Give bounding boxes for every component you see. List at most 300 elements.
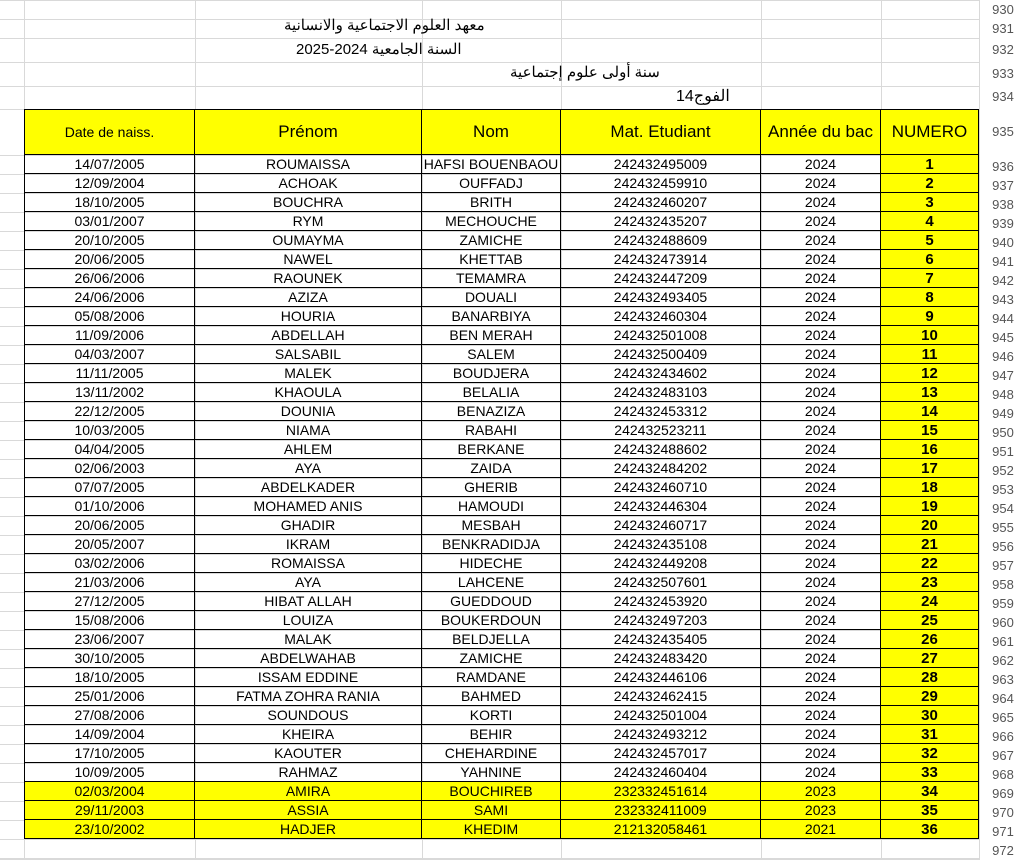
cell-bac[interactable]: 2024 <box>761 459 881 478</box>
cell-numero[interactable]: 23 <box>881 573 979 592</box>
cell-nom[interactable]: HIDECHE <box>422 554 561 573</box>
cell-prenom[interactable]: HADJER <box>195 820 422 839</box>
cell-mat[interactable]: 242432460404 <box>561 763 761 782</box>
cell-bac[interactable]: 2024 <box>761 383 881 402</box>
cell-prenom[interactable]: AZIZA <box>195 288 422 307</box>
cell-date[interactable]: 14/07/2005 <box>24 155 195 174</box>
cell-prenom[interactable]: HIBAT ALLAH <box>195 592 422 611</box>
cell-nom[interactable]: HAMOUDI <box>422 497 561 516</box>
row-number[interactable]: 964 <box>992 691 1014 706</box>
cell-bac[interactable]: 2024 <box>761 649 881 668</box>
cell-mat[interactable]: 242432483420 <box>561 649 761 668</box>
cell-bac[interactable]: 2024 <box>761 288 881 307</box>
cell-prenom[interactable]: ABDELLAH <box>195 326 422 345</box>
cell-bac[interactable]: 2024 <box>761 345 881 364</box>
table-row <box>24 383 979 402</box>
cell-mat[interactable]: 242432501008 <box>561 326 761 345</box>
row-number[interactable]: 969 <box>992 786 1014 801</box>
cell-nom[interactable]: BANARBIYA <box>422 307 561 326</box>
cell-mat[interactable]: 242432446106 <box>561 668 761 687</box>
cell-nom[interactable]: OUFFADJ <box>422 174 561 193</box>
cell-mat[interactable]: 242432435207 <box>561 212 761 231</box>
cell-numero[interactable]: 15 <box>881 421 979 440</box>
row-number[interactable]: 936 <box>992 159 1014 174</box>
cell-nom[interactable]: GHERIB <box>422 478 561 497</box>
cell-numero[interactable]: 10 <box>881 326 979 345</box>
cell-date[interactable]: 20/10/2005 <box>24 231 195 250</box>
cell-date[interactable]: 27/12/2005 <box>24 592 195 611</box>
row-number[interactable]: 956 <box>992 539 1014 554</box>
row-number[interactable]: 966 <box>992 729 1014 744</box>
table-row <box>24 497 979 516</box>
cell-numero[interactable]: 13 <box>881 383 979 402</box>
cell-bac[interactable]: 2024 <box>761 402 881 421</box>
cell-mat[interactable]: 232332451614 <box>561 782 761 801</box>
cell-nom[interactable]: MECHOUCHE <box>422 212 561 231</box>
cell-bac[interactable]: 2024 <box>761 174 881 193</box>
cell-numero[interactable]: 7 <box>881 269 979 288</box>
cell-mat[interactable]: 242432523211 <box>561 421 761 440</box>
cell-nom[interactable]: BOUDJERA <box>422 364 561 383</box>
cell-nom[interactable]: SALEM <box>422 345 561 364</box>
cell-numero[interactable]: 36 <box>881 820 979 839</box>
row-number[interactable]: 955 <box>992 520 1014 535</box>
cell-numero[interactable]: 3 <box>881 193 979 212</box>
cell-numero[interactable]: 1 <box>881 155 979 174</box>
cell-date[interactable]: 02/06/2003 <box>24 459 195 478</box>
cell-nom[interactable]: BOUKERDOUN <box>422 611 561 630</box>
row-number[interactable]: 951 <box>992 444 1014 459</box>
row-number[interactable]: 941 <box>992 254 1014 269</box>
cell-date[interactable]: 23/10/2002 <box>24 820 195 839</box>
row-number[interactable]: 953 <box>992 482 1014 497</box>
cell-mat[interactable]: 242432507601 <box>561 573 761 592</box>
cell-bac[interactable]: 2024 <box>761 630 881 649</box>
cell-numero[interactable]: 26 <box>881 630 979 649</box>
cell-bac[interactable]: 2024 <box>761 744 881 763</box>
cell-numero[interactable]: 16 <box>881 440 979 459</box>
cell-numero[interactable]: 30 <box>881 706 979 725</box>
cell-bac[interactable]: 2024 <box>761 687 881 706</box>
cell-numero[interactable]: 31 <box>881 725 979 744</box>
cell-numero[interactable]: 14 <box>881 402 979 421</box>
row-number[interactable]: 942 <box>992 273 1014 288</box>
cell-bac[interactable]: 2024 <box>761 326 881 345</box>
row-number[interactable]: 933 <box>992 66 1014 81</box>
cell-nom[interactable]: CHEHARDINE <box>422 744 561 763</box>
cell-prenom[interactable]: GHADIR <box>195 516 422 535</box>
cell-prenom[interactable]: AYA <box>195 573 422 592</box>
cell-bac[interactable]: 2024 <box>761 364 881 383</box>
cell-mat[interactable]: 242432495009 <box>561 155 761 174</box>
row-number[interactable]: 937 <box>992 178 1014 193</box>
cell-date[interactable]: 04/03/2007 <box>24 345 195 364</box>
cell-numero[interactable]: 28 <box>881 668 979 687</box>
table-row <box>24 174 979 193</box>
cell-prenom[interactable]: SOUNDOUS <box>195 706 422 725</box>
cell-date[interactable]: 05/08/2006 <box>24 307 195 326</box>
table-row <box>24 820 979 839</box>
cell-prenom[interactable]: MALAK <box>195 630 422 649</box>
table-row <box>24 421 979 440</box>
cell-bac[interactable]: 2024 <box>761 516 881 535</box>
table-row <box>24 611 979 630</box>
cell-prenom[interactable]: ABDELWAHAB <box>195 649 422 668</box>
cell-bac[interactable]: 2024 <box>761 763 881 782</box>
cell-prenom[interactable]: RAHMAZ <box>195 763 422 782</box>
cell-nom[interactable]: BEN MERAH <box>422 326 561 345</box>
cell-date[interactable]: 01/10/2006 <box>24 497 195 516</box>
cell-prenom[interactable]: AHLEM <box>195 440 422 459</box>
cell-date[interactable]: 17/10/2005 <box>24 744 195 763</box>
cell-bac[interactable]: 2024 <box>761 440 881 459</box>
table-row <box>24 459 979 478</box>
table-row <box>24 250 979 269</box>
cell-nom[interactable]: HAFSI BOUENBAOU <box>422 155 561 174</box>
cell-nom[interactable]: LAHCENE <box>422 573 561 592</box>
cell-bac[interactable]: 2024 <box>761 212 881 231</box>
cell-date[interactable]: 07/07/2005 <box>24 478 195 497</box>
row-number[interactable]: 961 <box>992 634 1014 649</box>
cell-numero[interactable]: 29 <box>881 687 979 706</box>
table-row <box>24 763 979 782</box>
cell-mat[interactable]: 242432460717 <box>561 516 761 535</box>
cell-date[interactable]: 15/08/2006 <box>24 611 195 630</box>
cell-bac[interactable]: 2024 <box>761 725 881 744</box>
cell-bac[interactable]: 2024 <box>761 250 881 269</box>
cell-prenom[interactable]: IKRAM <box>195 535 422 554</box>
table-row <box>24 687 979 706</box>
cell-nom[interactable]: BERKANE <box>422 440 561 459</box>
table-row <box>24 364 979 383</box>
row-number[interactable]: 946 <box>992 349 1014 364</box>
row-number[interactable]: 957 <box>992 558 1014 573</box>
cell-date[interactable]: 18/10/2005 <box>24 668 195 687</box>
cell-date[interactable]: 11/11/2005 <box>24 364 195 383</box>
cell-bac[interactable]: 2024 <box>761 421 881 440</box>
cell-mat[interactable]: 242432501004 <box>561 706 761 725</box>
cell-numero[interactable]: 24 <box>881 592 979 611</box>
cell-nom[interactable]: BELDJELLA <box>422 630 561 649</box>
cell-prenom[interactable]: MALEK <box>195 364 422 383</box>
academic-year-title: السنة الجامعية 2024-2025 <box>296 41 462 58</box>
row-number[interactable]: 949 <box>992 406 1014 421</box>
cell-numero[interactable]: 8 <box>881 288 979 307</box>
cell-mat[interactable]: 242432484202 <box>561 459 761 478</box>
cell-prenom[interactable]: DOUNIA <box>195 402 422 421</box>
cell-nom[interactable]: GUEDDOUD <box>422 592 561 611</box>
cell-nom[interactable]: SAMI <box>422 801 561 820</box>
cell-date[interactable]: 03/02/2006 <box>24 554 195 573</box>
cell-prenom[interactable]: KAOUTER <box>195 744 422 763</box>
table-row <box>24 212 979 231</box>
table-row <box>24 478 979 497</box>
header-prenom[interactable]: Prénom <box>195 109 422 155</box>
row-number[interactable]: 952 <box>992 463 1014 478</box>
row-number[interactable]: 967 <box>992 748 1014 763</box>
cell-date[interactable]: 04/04/2005 <box>24 440 195 459</box>
cell-mat[interactable]: 242432460207 <box>561 193 761 212</box>
table-row <box>24 592 979 611</box>
table-row <box>24 440 979 459</box>
cell-nom[interactable]: BELALIA <box>422 383 561 402</box>
cell-date[interactable]: 03/01/2007 <box>24 212 195 231</box>
cell-numero[interactable]: 5 <box>881 231 979 250</box>
table-row <box>24 782 979 801</box>
cell-bac[interactable]: 2024 <box>761 611 881 630</box>
cell-prenom[interactable]: NAWEL <box>195 250 422 269</box>
cell-date[interactable]: 10/09/2005 <box>24 763 195 782</box>
table-row <box>24 744 979 763</box>
cell-prenom[interactable]: ROMAISSA <box>195 554 422 573</box>
header-mat[interactable]: Mat. Etudiant <box>561 109 761 155</box>
row-number[interactable]: 939 <box>992 216 1014 231</box>
table-row <box>24 402 979 421</box>
row-number[interactable]: 960 <box>992 615 1014 630</box>
cell-bac[interactable]: 2024 <box>761 155 881 174</box>
cell-nom[interactable]: BEHIR <box>422 725 561 744</box>
cell-date[interactable]: 20/06/2005 <box>24 516 195 535</box>
table-row <box>24 345 979 364</box>
cell-numero[interactable]: 9 <box>881 307 979 326</box>
cell-date[interactable]: 18/10/2005 <box>24 193 195 212</box>
table-row <box>24 573 979 592</box>
row-number[interactable]: 935 <box>992 124 1014 139</box>
cell-prenom[interactable]: KHAOULA <box>195 383 422 402</box>
row-number[interactable]: 972 <box>992 843 1014 858</box>
cell-bac[interactable]: 2024 <box>761 554 881 573</box>
cell-date[interactable]: 20/05/2007 <box>24 535 195 554</box>
cell-date[interactable]: 30/10/2005 <box>24 649 195 668</box>
table-row <box>24 307 979 326</box>
cell-prenom[interactable]: LOUIZA <box>195 611 422 630</box>
cell-bac[interactable]: 2024 <box>761 231 881 250</box>
cell-nom[interactable]: BRITH <box>422 193 561 212</box>
row-number[interactable]: 948 <box>992 387 1014 402</box>
cell-numero[interactable]: 19 <box>881 497 979 516</box>
row-number[interactable]: 931 <box>992 21 1014 36</box>
cell-numero[interactable]: 20 <box>881 516 979 535</box>
cell-prenom[interactable]: ASSIA <box>195 801 422 820</box>
cell-numero[interactable]: 34 <box>881 782 979 801</box>
row-number[interactable]: 963 <box>992 672 1014 687</box>
cell-date[interactable]: 11/09/2006 <box>24 326 195 345</box>
cell-numero[interactable]: 27 <box>881 649 979 668</box>
cell-date[interactable]: 20/06/2005 <box>24 250 195 269</box>
cell-mat[interactable]: 242432453312 <box>561 402 761 421</box>
cell-nom[interactable]: RABAHI <box>422 421 561 440</box>
cell-prenom[interactable]: SALSABIL <box>195 345 422 364</box>
cell-numero[interactable]: 33 <box>881 763 979 782</box>
cell-prenom[interactable]: ROUMAISSA <box>195 155 422 174</box>
cell-mat[interactable]: 242432457017 <box>561 744 761 763</box>
cell-nom[interactable]: BENAZIZA <box>422 402 561 421</box>
cell-mat[interactable]: 242432462415 <box>561 687 761 706</box>
cell-bac[interactable]: 2023 <box>761 801 881 820</box>
cell-prenom[interactable]: RAOUNEK <box>195 269 422 288</box>
cell-nom[interactable]: MESBAH <box>422 516 561 535</box>
cell-prenom[interactable]: HOURIA <box>195 307 422 326</box>
cell-numero[interactable]: 21 <box>881 535 979 554</box>
table-row <box>24 668 979 687</box>
cell-prenom[interactable]: AYA <box>195 459 422 478</box>
row-number[interactable]: 934 <box>992 89 1014 104</box>
cell-prenom[interactable]: OUMAYMA <box>195 231 422 250</box>
table-row <box>24 801 979 820</box>
cell-nom[interactable]: ZAMICHE <box>422 649 561 668</box>
cell-bac[interactable]: 2024 <box>761 478 881 497</box>
cell-date[interactable]: 27/08/2006 <box>24 706 195 725</box>
cell-nom[interactable]: ZAIDA <box>422 459 561 478</box>
cell-mat[interactable]: 242432460710 <box>561 478 761 497</box>
gridline-horizontal <box>0 86 980 87</box>
cell-numero[interactable]: 32 <box>881 744 979 763</box>
cell-date[interactable]: 12/09/2004 <box>24 174 195 193</box>
cell-bac[interactable]: 2024 <box>761 535 881 554</box>
row-number[interactable]: 938 <box>992 197 1014 212</box>
cell-numero[interactable]: 12 <box>881 364 979 383</box>
gridline-horizontal <box>0 62 980 63</box>
cell-nom[interactable]: DOUALI <box>422 288 561 307</box>
cell-nom[interactable]: BOUCHIREB <box>422 782 561 801</box>
cell-mat[interactable]: 242432459910 <box>561 174 761 193</box>
cell-mat[interactable]: 232332411009 <box>561 801 761 820</box>
cell-nom[interactable]: YAHNINE <box>422 763 561 782</box>
cell-mat[interactable]: 242432446304 <box>561 497 761 516</box>
cell-nom[interactable]: KORTI <box>422 706 561 725</box>
row-number[interactable]: 940 <box>992 235 1014 250</box>
cell-prenom[interactable]: ISSAM EDDINE <box>195 668 422 687</box>
cell-numero[interactable]: 4 <box>881 212 979 231</box>
row-number[interactable]: 965 <box>992 710 1014 725</box>
cell-mat[interactable]: 242432435108 <box>561 535 761 554</box>
cell-bac[interactable]: 2024 <box>761 269 881 288</box>
cell-numero[interactable]: 18 <box>881 478 979 497</box>
cell-numero[interactable]: 17 <box>881 459 979 478</box>
cell-prenom[interactable]: ACHOAK <box>195 174 422 193</box>
table-row <box>24 630 979 649</box>
row-number[interactable]: 968 <box>992 767 1014 782</box>
cell-numero[interactable]: 22 <box>881 554 979 573</box>
table-row <box>24 269 979 288</box>
row-number[interactable]: 943 <box>992 292 1014 307</box>
cell-prenom[interactable]: FATMA ZOHRA RANIA <box>195 687 422 706</box>
cell-nom[interactable]: KHETTAB <box>422 250 561 269</box>
row-number[interactable]: 945 <box>992 330 1014 345</box>
cell-prenom[interactable]: AMIRA <box>195 782 422 801</box>
cell-bac[interactable]: 2024 <box>761 307 881 326</box>
cell-date[interactable]: 13/11/2002 <box>24 383 195 402</box>
cell-bac[interactable]: 2023 <box>761 782 881 801</box>
cell-bac[interactable]: 2024 <box>761 497 881 516</box>
gridline-horizontal <box>0 38 980 39</box>
cell-mat[interactable]: 242432434602 <box>561 364 761 383</box>
cell-mat[interactable]: 242432449208 <box>561 554 761 573</box>
cell-prenom[interactable]: KHEIRA <box>195 725 422 744</box>
header-nom[interactable]: Nom <box>422 109 561 155</box>
cell-mat[interactable]: 242432493405 <box>561 288 761 307</box>
cell-date[interactable]: 26/06/2006 <box>24 269 195 288</box>
header-date[interactable]: Date de naiss. <box>24 109 195 155</box>
table-row <box>24 554 979 573</box>
cell-mat[interactable]: 242432435405 <box>561 630 761 649</box>
cell-nom[interactable]: KHEDIM <box>422 820 561 839</box>
cell-numero[interactable]: 11 <box>881 345 979 364</box>
cell-prenom[interactable]: ABDELKADER <box>195 478 422 497</box>
cell-numero[interactable]: 6 <box>881 250 979 269</box>
cell-mat[interactable]: 242432453920 <box>561 592 761 611</box>
cell-date[interactable]: 02/03/2004 <box>24 782 195 801</box>
cell-date[interactable]: 14/09/2004 <box>24 725 195 744</box>
row-number[interactable]: 947 <box>992 368 1014 383</box>
row-number[interactable]: 970 <box>992 805 1014 820</box>
cell-bac[interactable]: 2024 <box>761 668 881 687</box>
row-number[interactable]: 954 <box>992 501 1014 516</box>
cell-mat[interactable]: 242432460304 <box>561 307 761 326</box>
cell-mat[interactable]: 242432493212 <box>561 725 761 744</box>
cell-mat[interactable]: 242432473914 <box>561 250 761 269</box>
row-number[interactable]: 932 <box>992 42 1014 57</box>
cell-date[interactable]: 22/12/2005 <box>24 402 195 421</box>
cell-numero[interactable]: 25 <box>881 611 979 630</box>
cell-bac[interactable]: 2024 <box>761 573 881 592</box>
cell-nom[interactable]: RAMDANE <box>422 668 561 687</box>
table-row <box>24 535 979 554</box>
cell-nom[interactable]: ZAMICHE <box>422 231 561 250</box>
cell-prenom[interactable]: NIAMA <box>195 421 422 440</box>
cell-bac[interactable]: 2024 <box>761 193 881 212</box>
row-number[interactable]: 930 <box>992 2 1014 17</box>
table-row <box>24 231 979 250</box>
cell-date[interactable]: 21/03/2006 <box>24 573 195 592</box>
row-number[interactable]: 971 <box>992 824 1014 839</box>
cell-bac[interactable]: 2024 <box>761 592 881 611</box>
row-number[interactable]: 950 <box>992 425 1014 440</box>
cell-mat[interactable]: 242432500409 <box>561 345 761 364</box>
table-row <box>24 706 979 725</box>
cell-prenom[interactable]: BOUCHRA <box>195 193 422 212</box>
cell-numero[interactable]: 2 <box>881 174 979 193</box>
cell-nom[interactable]: BENKRADIDJA <box>422 535 561 554</box>
cell-prenom[interactable]: MOHAMED ANIS <box>195 497 422 516</box>
table-row <box>24 649 979 668</box>
cell-date[interactable]: 23/06/2007 <box>24 630 195 649</box>
cell-mat[interactable]: 242432488602 <box>561 440 761 459</box>
cell-bac[interactable]: 2024 <box>761 706 881 725</box>
header-numero[interactable]: NUMERO <box>881 109 979 155</box>
cell-prenom[interactable]: RYM <box>195 212 422 231</box>
cell-mat[interactable]: 212132058461 <box>561 820 761 839</box>
cell-mat[interactable]: 242432497203 <box>561 611 761 630</box>
row-number[interactable]: 959 <box>992 596 1014 611</box>
cell-mat[interactable]: 242432488609 <box>561 231 761 250</box>
cell-date[interactable]: 29/11/2003 <box>24 801 195 820</box>
cell-date[interactable]: 24/06/2006 <box>24 288 195 307</box>
row-number[interactable]: 962 <box>992 653 1014 668</box>
row-number[interactable]: 944 <box>992 311 1014 326</box>
header-bac[interactable]: Année du bac <box>761 109 881 155</box>
row-number[interactable]: 958 <box>992 577 1014 592</box>
cell-date[interactable]: 10/03/2005 <box>24 421 195 440</box>
cell-bac[interactable]: 2021 <box>761 820 881 839</box>
cell-date[interactable]: 25/01/2006 <box>24 687 195 706</box>
cell-nom[interactable]: BAHMED <box>422 687 561 706</box>
cell-mat[interactable]: 242432447209 <box>561 269 761 288</box>
cell-mat[interactable]: 242432483103 <box>561 383 761 402</box>
cell-nom[interactable]: TEMAMRA <box>422 269 561 288</box>
table-row <box>24 326 979 345</box>
cell-numero[interactable]: 35 <box>881 801 979 820</box>
